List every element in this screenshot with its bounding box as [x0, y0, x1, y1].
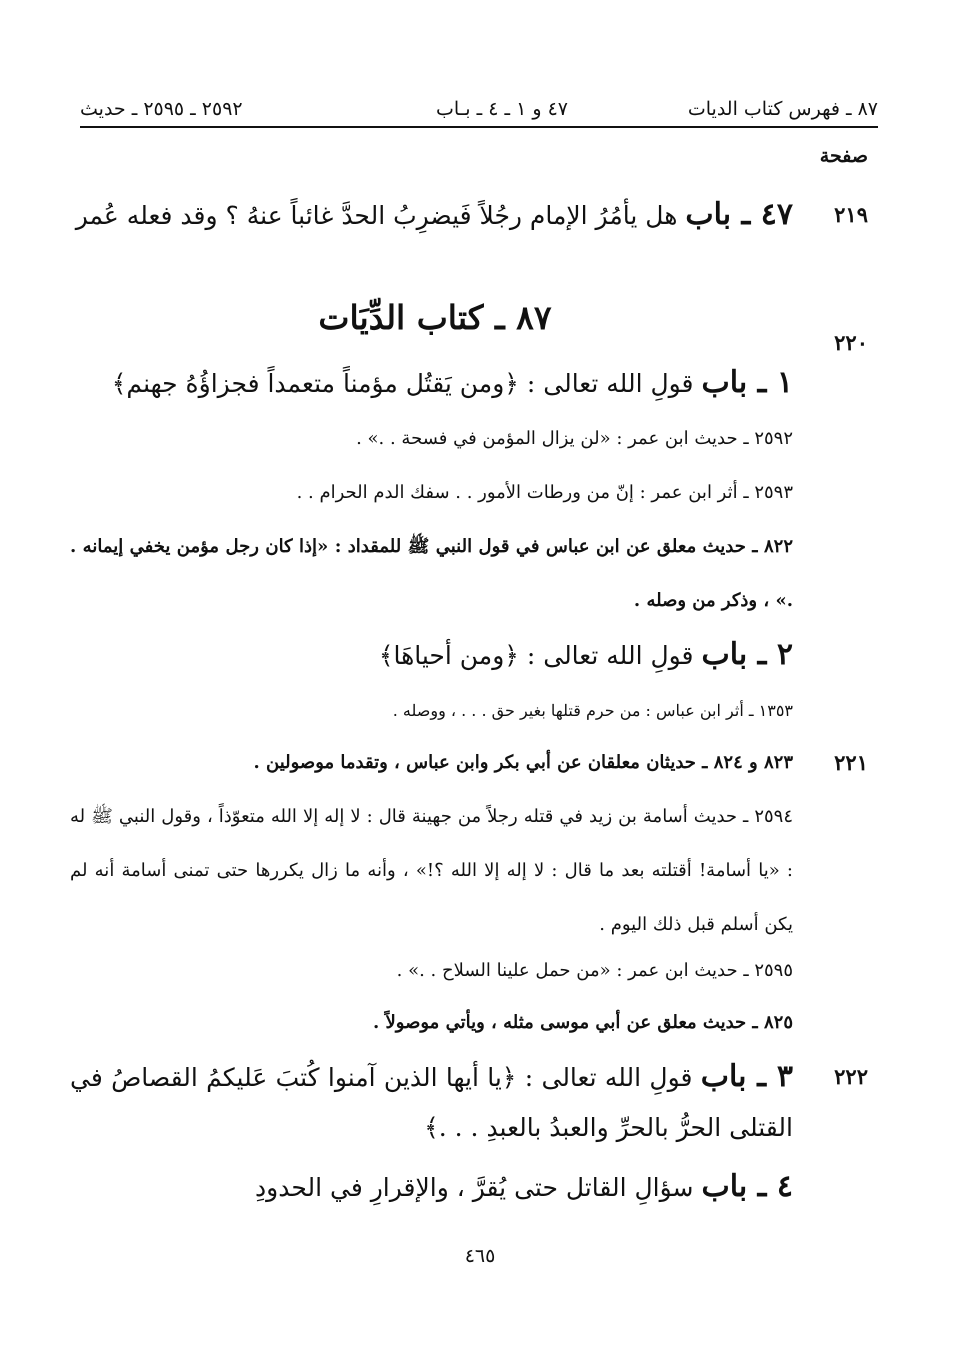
athar-text: ٢٥٩٣ ـ أثر ابن عمر : إنّ من ورطات الأمور . . سفك الدم الحرام . . — [296, 482, 793, 503]
chapter-number: ٢ ـ باب — [701, 637, 793, 672]
chapter-heading — [70, 1162, 793, 1213]
hadith-text: ٢٥٩٤ ـ حديث أسامة بن زيد في قتله رجلاً من جهينة قال : لا إله إلا الله متعوّذاً ، وقول النبي ﷺ له : «يا أسامة! أقتلته بعد ما قال : لا إله إلا الله ؟!» ، وأنه ما زال يكررها حتى تمنى أسامة أنه لم يكن أسلم قبل ذلك اليوم . — [70, 806, 793, 935]
hadith-text: ٢٥٩٢ ـ حديث ابن عمر : «لن يزال المؤمن في فسحة . .» . — [356, 428, 793, 449]
header-hadith-range: ٢٥٩٢ ـ ٢٥٩٥ ـ حديث — [80, 98, 243, 120]
running-header — [80, 92, 878, 128]
header-chapters-range: ٤٧ و ١ ـ ٤ ـ بـاب — [436, 98, 568, 120]
page-ref: ٢٢٢ — [834, 1064, 868, 1089]
chapter-number: ٣ ـ باب — [700, 1059, 793, 1094]
chapter-heading — [70, 630, 793, 681]
page-number: ٤٦٥ — [464, 1245, 496, 1267]
book-title: ٨٧ ـ كتاب الدِّيَات — [318, 298, 552, 337]
muallaq-text: ٨٢٥ ـ حديث معلق عن أبي موسى مثله ، ويأتي موصولاً . — [372, 1012, 793, 1033]
page-ref: ٢٢١ — [834, 750, 868, 775]
chapter-number: ٤ ـ باب — [701, 1169, 793, 1204]
muallaq-text: ٨٢٢ ـ حديث معلق عن ابن عباس في قول النبي ﷺ للمقداد : «إذا كان رجل مؤمن يخفي إيمانه . .» ، وذكر من وصله . — [70, 536, 793, 611]
chapter-title: قولِ الله تعالى : ﴿يا أيها الذين آمنوا كُتبَ عَليكمُ القصاصُ في القتلى الحرُّ بالحرِّ والعبدُ بالعبدِ . . .﴾ — [70, 1063, 793, 1142]
athar-text: ١٣٥٣ ـ أثر ابن عباس : من حرم قتلها بغير حق . . . ، ووصله . — [392, 701, 793, 720]
chapter-heading — [70, 358, 793, 409]
page-column-label: صفحة — [819, 145, 868, 167]
chapter-number: ٤٧ ـ باب — [685, 197, 793, 232]
page-ref: ٢٢٠ — [834, 330, 868, 355]
hadith-text: ٢٥٩٥ ـ حديث ابن عمر : «من حمل علينا السلاح . .» . — [396, 960, 793, 981]
page-ref: ٢١٩ — [834, 202, 868, 227]
chapter-heading — [70, 190, 793, 241]
chapter-title: قولِ الله تعالى : ﴿ومن أحياهَا﴾ — [378, 641, 694, 670]
chapter-title: قولِ الله تعالى : ﴿ومن يَقتُل مؤمناً متعمداً فجزاؤُهُ جهنم﴾ — [111, 369, 694, 398]
chapter-heading — [70, 1052, 793, 1153]
chapter-number: ١ ـ باب — [701, 365, 793, 400]
chapter-title: هل يأمُرُ الإمام رجُلاً فَيضرِبُ الحدَّ غائباً عنهُ ؟ وقد فعله عُمر — [75, 201, 678, 230]
chapter-title: سؤالِ القاتل حتى يُقرَّ ، والإقرارِ في الحدودِ — [255, 1173, 694, 1202]
muallaq-text: ٨٢٣ و ٨٢٤ ـ حديثان معلقان عن أبي بكر وابن عباس ، وتقدما موصولين . — [253, 752, 793, 773]
header-book-title: ٨٧ ـ فهرس كتاب الديات — [687, 98, 878, 120]
